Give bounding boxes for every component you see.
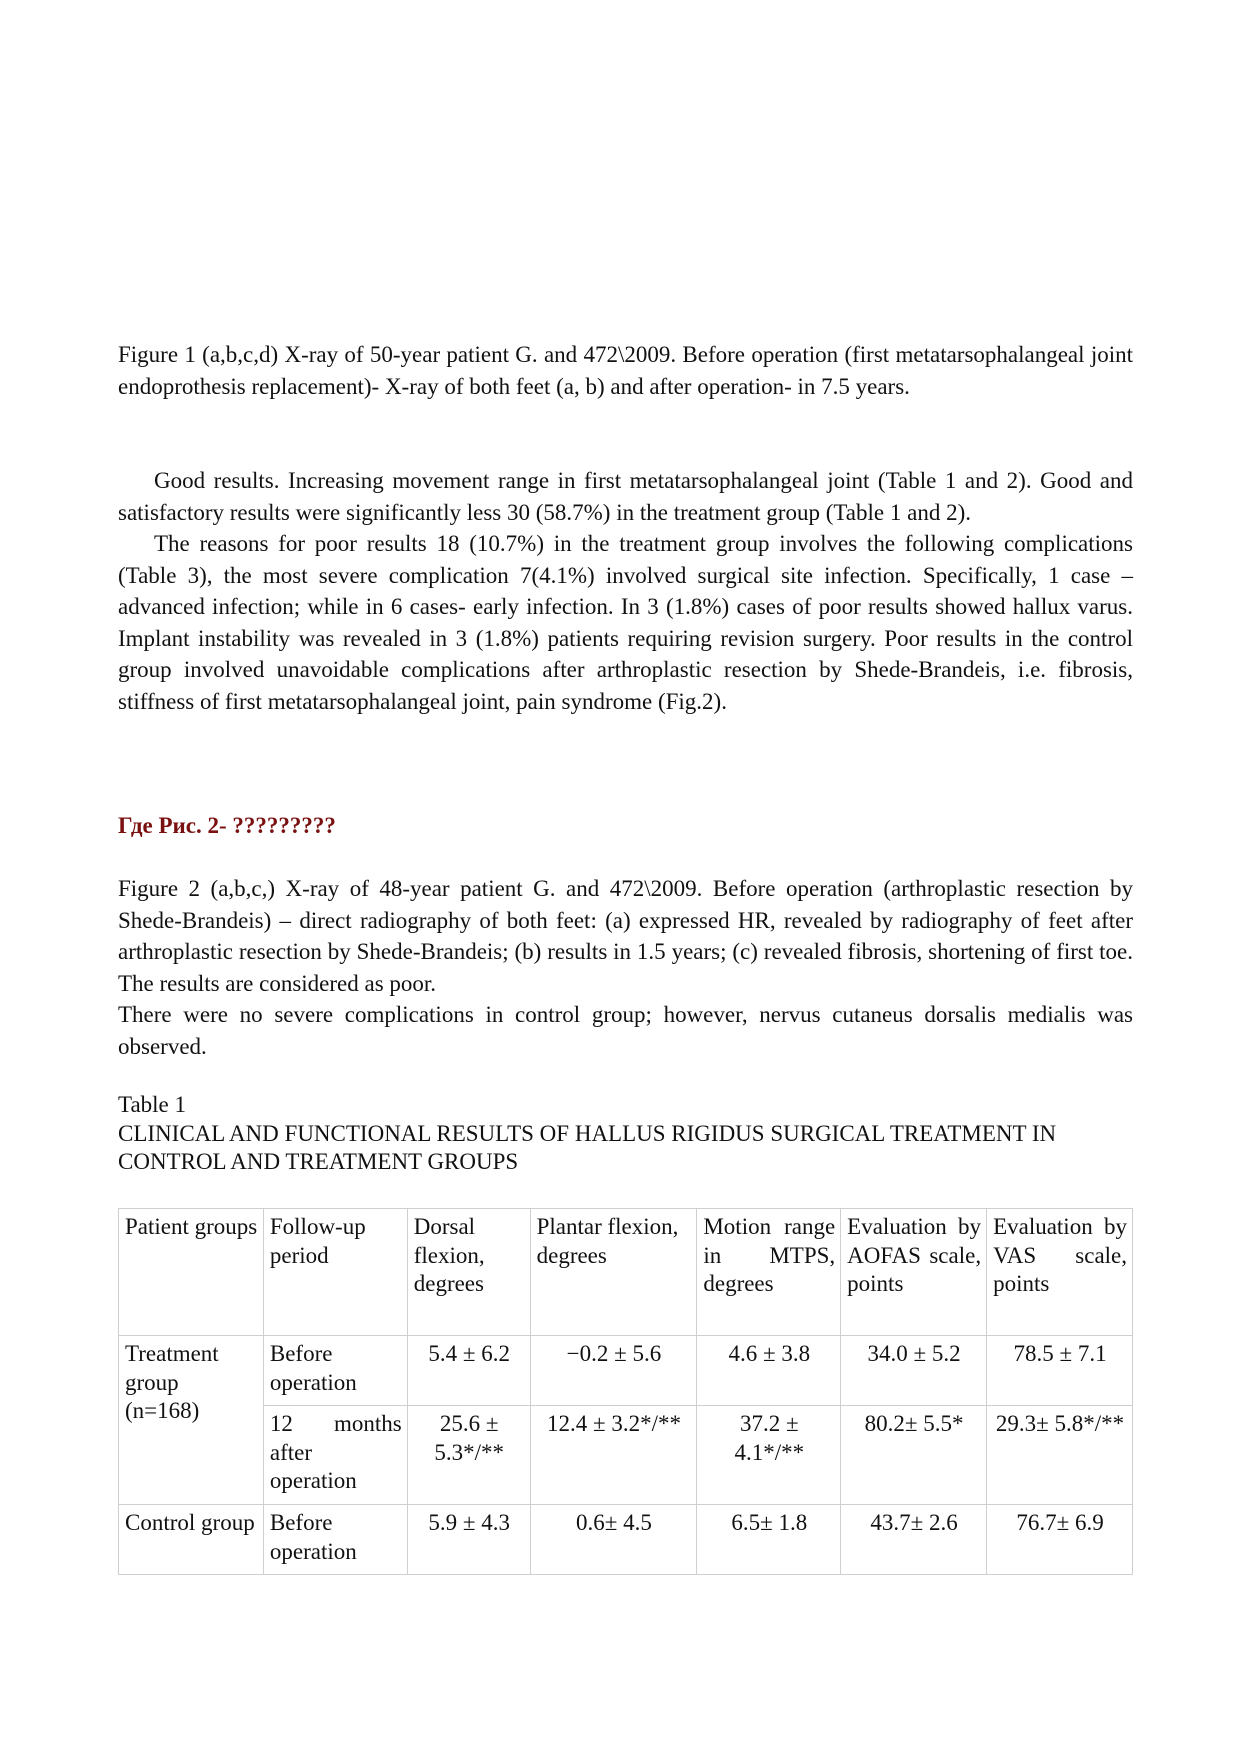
motion-cell: 37.2 ± 4.1*/**: [697, 1406, 841, 1505]
figure-2-caption: [118, 873, 1133, 1062]
table-row: [119, 1406, 1133, 1505]
figure-2-caption-text: Figure 2 (a,b,c,) X-ray of 48-year patient G. and 472\2009. Before operation (arthroplastic resection by Shede-Brandeis) – direct radiography of both feet: (a) expressed HR, revealed by radiography of feet after arthroplastic resection by Shede-Brandeis; (b) results in 1.5 years; (c) revealed fibrosis, shortening of first toe. The results are considered as poor.: [118, 876, 1133, 996]
header-follow-up: Follow-up period: [263, 1209, 407, 1336]
table-row: [119, 1336, 1133, 1406]
table-row: [119, 1505, 1133, 1575]
period-cell: 12 months after operation: [263, 1406, 407, 1505]
figure-2-placeholder: [118, 810, 1133, 842]
aofas-cell: 34.0 ± 5.2: [841, 1336, 987, 1406]
vas-cell: 29.3± 5.8*/**: [987, 1406, 1133, 1505]
figure-2-note: There were no severe complications in control group; however, nervus cutaneus dorsalis medialis was observed.: [118, 1002, 1133, 1059]
plantar-cell: 12.4 ± 3.2*/**: [530, 1406, 697, 1505]
results-table: [118, 1208, 1133, 1575]
table-1-heading: [118, 1091, 1133, 1177]
paragraph-good-results: Good results. Increasing movement range in first metatarsophalangeal joint (Table 1 and 2). Good and satisfactory results were significantly less 30 (58.7%) in the treatment group (Table 1 and 2).: [118, 468, 1133, 525]
header-aofas: Evaluation by AOFAS scale, points: [841, 1209, 987, 1336]
figure-2-placeholder-text: Где Рис. 2- ?????????: [118, 813, 336, 838]
motion-cell: 6.5± 1.8: [697, 1505, 841, 1575]
header-dorsal-flexion: Dorsal flexion, degrees: [407, 1209, 530, 1336]
figure-1-caption: [118, 339, 1133, 402]
header-patient-groups: Patient groups: [119, 1209, 264, 1336]
motion-cell: 4.6 ± 3.8: [697, 1336, 841, 1406]
header-vas: Evaluation by VAS scale, points: [987, 1209, 1133, 1336]
dorsal-cell: 5.9 ± 4.3: [407, 1505, 530, 1575]
table-header-row: [119, 1209, 1133, 1336]
dorsal-cell: 25.6 ± 5.3*/**: [407, 1406, 530, 1505]
table-title: CLINICAL AND FUNCTIONAL RESULTS OF HALLUS RIGIDUS SURGICAL TREATMENT IN CONTROL AND TREATMENT GROUPS: [118, 1120, 1057, 1174]
period-cell: Before operation: [263, 1336, 407, 1406]
plantar-cell: −0.2 ± 5.6: [530, 1336, 697, 1406]
aofas-cell: 80.2± 5.5*: [841, 1406, 987, 1505]
aofas-cell: 43.7± 2.6: [841, 1505, 987, 1575]
table-label: Table 1: [118, 1092, 187, 1117]
group-treatment: Treatment group (n=168): [119, 1336, 264, 1505]
results-section: [118, 465, 1133, 717]
period-cell: Before operation: [263, 1505, 407, 1575]
figure-1-caption-text: Figure 1 (a,b,c,d) X-ray of 50-year patient G. and 472\2009. Before operation (first metatarsophalangeal joint endoprothesis replacement)- X-ray of both feet (a, b) and after operation- in 7.5 years.: [118, 342, 1133, 399]
vas-cell: 78.5 ± 7.1: [987, 1336, 1133, 1406]
vas-cell: 76.7± 6.9: [987, 1505, 1133, 1575]
header-plantar-flexion: Plantar flexion, degrees: [530, 1209, 697, 1336]
dorsal-cell: 5.4 ± 6.2: [407, 1336, 530, 1406]
paragraph-poor-results: The reasons for poor results 18 (10.7%) in the treatment group involves the following complications (Table 3), the most severe complication 7(4.1%) involved surgical site infection. Specifically, 1 case – advanced infection; while in 6 cases- early infection. In 3 (1.8%) cases of poor results showed hallux varus. Implant instability was revealed in 3 (1.8%) patients requiring revision surgery. Poor results in the control group involved unavoidable complications after arthroplastic resection by Shede-Brandeis, i.e. fibrosis, stiffness of first metatarsophalangeal joint, pain syndrome (Fig.2).: [118, 531, 1133, 714]
plantar-cell: 0.6± 4.5: [530, 1505, 697, 1575]
group-control: Control group: [119, 1505, 264, 1575]
header-motion-range: Motion range in MTPS, degrees: [697, 1209, 841, 1336]
